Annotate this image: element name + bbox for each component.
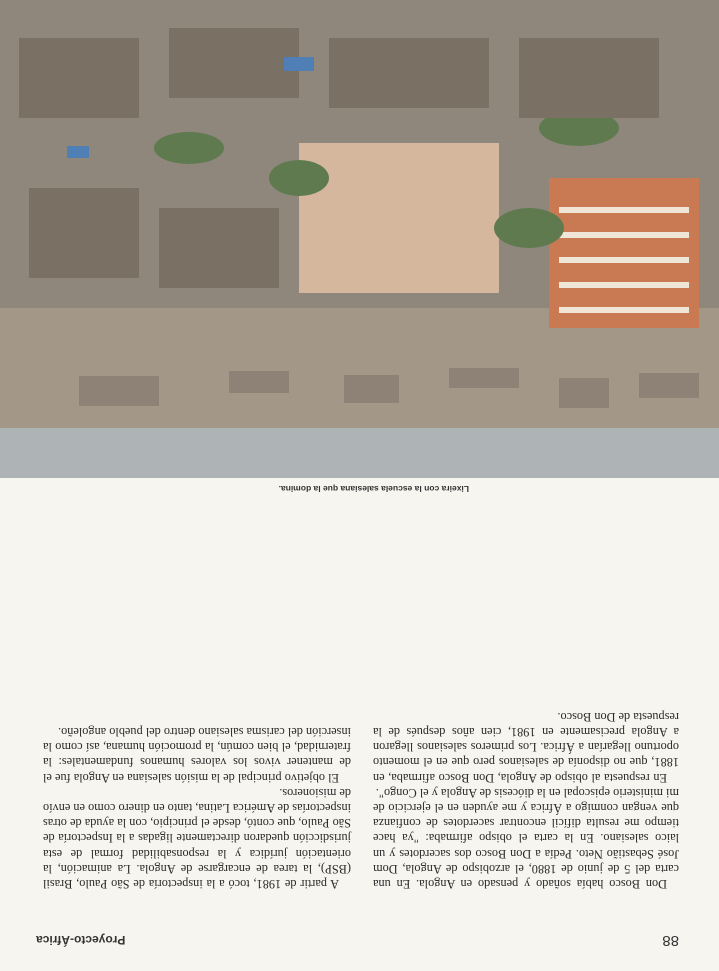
paragraph: En respuesta al obispo de Angola, Don Bosco afirmaba, en 1881, que no disponía de salesianos pero que en el momento oportuno llegarían a África. Los primeros salesianos llegaron a Angola precisamente en 1981, cien años después de la respuesta de Don Bosco. [373, 709, 679, 785]
paragraph: Don Bosco había soñado y pensado en Angola. En una carta del 5 de junio de 1880, el arzobispo de Angola, Dom José Sebastião Neto. Pedía a Don Bosco dos sacerdotes y un laico salesiano. En la carta el obispo afirmaba: "ya hace tiempo me resulta difícil encontrar sacerdotes de confianza que vengan conmigo a África y me ayuden en el ejercicio de mi ministerio episcopal en la diócesis de Angola y el Congo". [373, 785, 679, 891]
city-photo-illustration [0, 0, 719, 478]
section-label: Proyecto-África [36, 933, 126, 947]
page-header [0, 933, 719, 971]
paragraph: El objetivo principal de la misión salesiana en Angola fue el de mantener vivos los valores humanos fundamentales: la fraternidad, el bien común, la promoción humana, así como la inserción del carisma salesiano dentro del pueblo angoleño. [43, 724, 351, 785]
page-number: 88 [662, 932, 679, 949]
photo-caption: Lixeira con la escuela salesiana que la domina. [278, 484, 469, 494]
text-column-right [43, 724, 351, 891]
city-photo [0, 0, 719, 478]
paragraph: A partir de 1981, tocó a la inspectoría de São Paulo, Brasil (BSP), la tarea de encargarse de Angola. La animación, la orientación jurídica y la responsabilidad formal de esta jurisdicción quedaron directamente ligadas a la Inspectoría de São Paulo, que contó, desde el principio, con la ayuda de otras inspectorías de América Latina, tanto en dinero como en envío de misioneros. [43, 785, 351, 891]
text-column-left [373, 709, 679, 891]
